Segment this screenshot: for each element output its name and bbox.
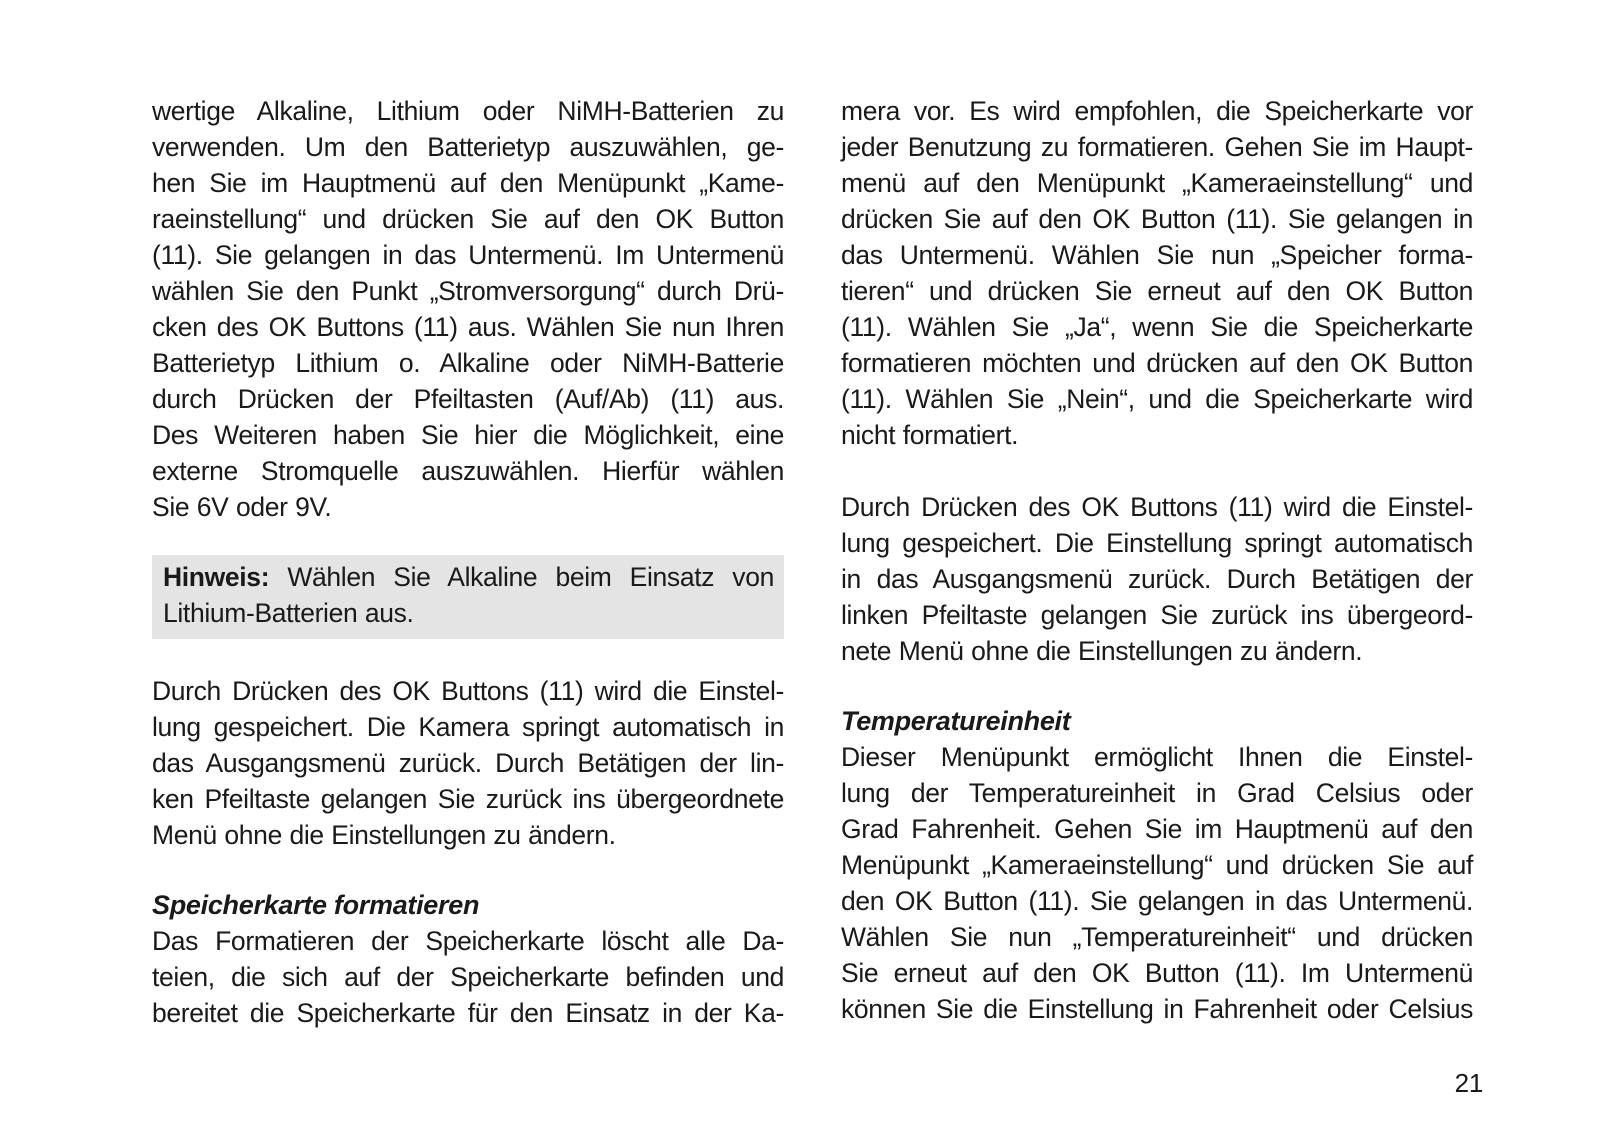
format-card-paragraph [841, 93, 1473, 453]
text-line: nicht formatiert. [841, 420, 1019, 450]
text-line: bereitet die Speicherkarte für den Einsatz in der Ka- [152, 998, 784, 1028]
text-line: Das Formatieren der Speicherkarte löscht alle Da- [152, 926, 784, 956]
note-text [163, 559, 774, 631]
note-text-rest: Wählen Sie Alkaline beim Einsatz von [269, 562, 774, 592]
text-line: den OK Button (11). Sie gelangen in das Untermenü. [841, 886, 1473, 916]
text-line: (11). Sie gelangen in das Untermenü. Im Untermenü [152, 240, 784, 270]
text-line: lung der Temperatureinheit in Grad Celsius oder [841, 778, 1473, 808]
text-line: durch Drücken der Pfeiltasten (Auf/Ab) (11) aus. [152, 384, 784, 414]
text-line: können Sie die Einstellung in Fahrenheit oder Celsius [841, 994, 1473, 1024]
section-heading-memory-card: Speicherkarte formatieren [152, 890, 480, 920]
text-line: in das Ausgangsmenü zurück. Durch Betätigen der [841, 564, 1473, 594]
text-line: formatieren möchten und drücken auf den OK Button [841, 348, 1473, 378]
note-line [163, 559, 774, 595]
text-line: das Untermenü. Wählen Sie nun „Speicher forma- [841, 240, 1473, 270]
text-line: (11). Wählen Sie „Ja“, wenn Sie die Speicherkarte [841, 312, 1473, 342]
text-line: Durch Drücken des OK Buttons (11) wird die Einstel- [841, 492, 1473, 522]
text-line: lung gespeichert. Die Einstellung springt automatisch [841, 528, 1473, 558]
save-setting-paragraph [152, 673, 784, 853]
text-line: teien, die sich auf der Speicherkarte befinden und [152, 962, 784, 992]
text-line: cken des OK Buttons (11) aus. Wählen Sie nun Ihren [152, 312, 784, 342]
text-line: lung gespeichert. Die Kamera springt automatisch in [152, 712, 784, 742]
battery-type-paragraph [152, 93, 784, 525]
text-line: Menü ohne die Einstellungen zu ändern. [152, 820, 616, 850]
text-line: menü auf den Menüpunkt „Kameraeinstellung“ und [841, 168, 1473, 198]
text-line: Batterietyp Lithium o. Alkaline oder NiMH-Batterie [152, 348, 784, 378]
spacer [152, 639, 784, 673]
text-line: Des Weiteren haben Sie hier die Möglichkeit, eine [152, 420, 784, 450]
text-line: Grad Fahrenheit. Gehen Sie im Hauptmenü auf den [841, 814, 1473, 844]
text-line: ken Pfeiltaste gelangen Sie zurück ins übergeordnete [152, 784, 784, 814]
text-line: raeinstellung“ und drücken Sie auf den OK Button [152, 204, 784, 234]
section-heading-temperature: Temperatureinheit [841, 706, 1071, 736]
text-line: (11). Wählen Sie „Nein“, und die Speicherkarte wird [841, 384, 1473, 414]
text-line: Dieser Menüpunkt ermöglicht Ihnen die Einstel- [841, 742, 1473, 772]
text-line: Wählen Sie nun „Temperatureinheit“ und drücken [841, 922, 1473, 952]
text-line: tieren“ und drücken Sie erneut auf den OK Button [841, 276, 1473, 306]
text-line: nete Menü ohne die Einstellungen zu ändern. [841, 636, 1363, 666]
note-label: Hinweis: [163, 562, 270, 592]
text-line: wählen Sie den Punkt „Stromversorgung“ durch Drü- [152, 276, 784, 306]
text-line: mera vor. Es wird empfohlen, die Speicherkarte vor [841, 96, 1473, 126]
right-column [841, 93, 1473, 1027]
text-line: Durch Drücken des OK Buttons (11) wird die Einstel- [152, 676, 784, 706]
text-line: drücken Sie auf den OK Button (11). Sie gelangen in [841, 204, 1473, 234]
text-line: externe Stromquelle auszuwählen. Hierfür wählen [152, 456, 784, 486]
left-column [152, 93, 784, 1031]
memory-card-paragraph [152, 923, 784, 1031]
text-line: linken Pfeiltaste gelangen Sie zurück ins übergeord- [841, 600, 1473, 630]
spacer [152, 525, 784, 555]
text-line: verwenden. Um den Batterietyp auszuwählen, ge- [152, 132, 784, 162]
text-line: jeder Benutzung zu formatieren. Gehen Sie im Haupt- [841, 132, 1473, 162]
text-line: hen Sie im Hauptmenü auf den Menüpunkt „Kame- [152, 168, 784, 198]
spacer [841, 669, 1473, 703]
save-setting-paragraph-right [841, 489, 1473, 669]
text-line: Sie 6V oder 9V. [152, 492, 332, 522]
spacer [841, 453, 1473, 489]
temperature-paragraph [841, 739, 1473, 1027]
note-line: Lithium-Batterien aus. [163, 598, 414, 628]
spacer [152, 853, 784, 887]
text-line: das Ausgangsmenü zurück. Durch Betätigen der lin- [152, 748, 784, 778]
note-box [152, 555, 784, 639]
page-number: 21 [1454, 1068, 1483, 1098]
text-line: wertige Alkaline, Lithium oder NiMH-Batterien zu [152, 96, 784, 126]
text-line: Menüpunkt „Kameraeinstellung“ und drücken Sie auf [841, 850, 1473, 880]
text-line: Sie erneut auf den OK Button (11). Im Untermenü [841, 958, 1473, 988]
